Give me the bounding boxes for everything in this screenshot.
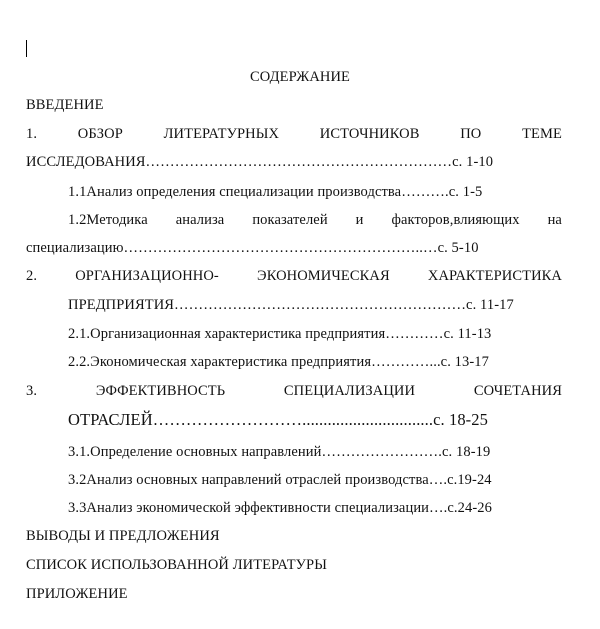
toc-subsection-2-2: 2.2.Экономическая характеристика предприятия…………...с. 13-17 (68, 354, 489, 370)
toc-subsection-1-2-heading (68, 211, 562, 229)
toc-conclusions: ВЫВОДЫ И ПРЕДЛОЖЕНИЯ (26, 528, 220, 544)
toc-subsection-1-1: 1.1Анализ определения специализации производства……….с. 1-5 (68, 184, 483, 200)
toc-subsection-3-3: 3.3Анализ экономической эффективности специализации….с.24-26 (68, 500, 492, 516)
toc-section-1-continuation: ИССЛЕДОВАНИЯ………………………………………………………с. 1-10 (26, 154, 494, 170)
toc-word: 1.2Методика (68, 212, 148, 228)
toc-word: и (355, 212, 364, 228)
toc-word: ТЕМЕ (522, 126, 562, 142)
toc-word: СПЕЦИАЛИЗАЦИИ (283, 383, 416, 399)
toc-bibliography: СПИСОК ИСПОЛЬЗОВАННОЙ ЛИТЕРАТУРЫ (26, 557, 327, 573)
toc-word: на (547, 212, 562, 228)
toc-word: СОЧЕТАНИЯ (473, 383, 562, 399)
toc-subsection-3-2: 3.2Анализ основных направлений отраслей производства….с.19-24 (68, 472, 492, 488)
toc-word: ОРГАНИЗАЦИОННО- (75, 268, 219, 284)
toc-word: ИСТОЧНИКОВ (319, 126, 420, 142)
toc-word: ЭКОНОМИЧЕСКАЯ (257, 268, 390, 284)
toc-subsection-3-1: 3.1.Определение основных направлений…………………….с. 18-19 (68, 444, 491, 460)
toc-appendix: ПРИЛОЖЕНИЕ (26, 586, 128, 602)
toc-section-1-heading (26, 125, 562, 143)
toc-section-2-heading (26, 267, 562, 285)
toc-subsection-1-2-continuation: специализацию……………………………………………………..…с. 5-10 (26, 240, 479, 256)
toc-section-number: 1. (26, 126, 38, 142)
toc-word: ПО (460, 126, 482, 142)
toc-section-3-heading (26, 382, 562, 400)
toc-word: ЭФФЕКТИВНОСТЬ (95, 383, 226, 399)
toc-word: ХАРАКТЕРИСТИКА (427, 268, 562, 284)
toc-section-number: 2. (26, 268, 38, 284)
text-cursor (26, 40, 27, 57)
toc-word: ОБЗОР (77, 126, 123, 142)
toc-word: ЛИТЕРАТУРНЫХ (163, 126, 280, 142)
toc-section-2-continuation: ПРЕДПРИЯТИЯ……………………………………………………с. 11-17 (68, 297, 514, 313)
toc-section-number: 3. (26, 383, 38, 399)
page-title: СОДЕРЖАНИЕ (250, 69, 350, 85)
toc-subsection-2-1: 2.1.Организационная характеристика предприятия…………с. 11-13 (68, 326, 492, 342)
toc-section-3-continuation: ОТРАСЛЕЙ………………………...............................с. 18-25 (68, 410, 488, 429)
toc-word: анализа (175, 212, 225, 228)
toc-introduction: ВВЕДЕНИЕ (26, 97, 104, 113)
toc-word: показателей (252, 212, 328, 228)
toc-word: факторов,влияющих (391, 212, 520, 228)
